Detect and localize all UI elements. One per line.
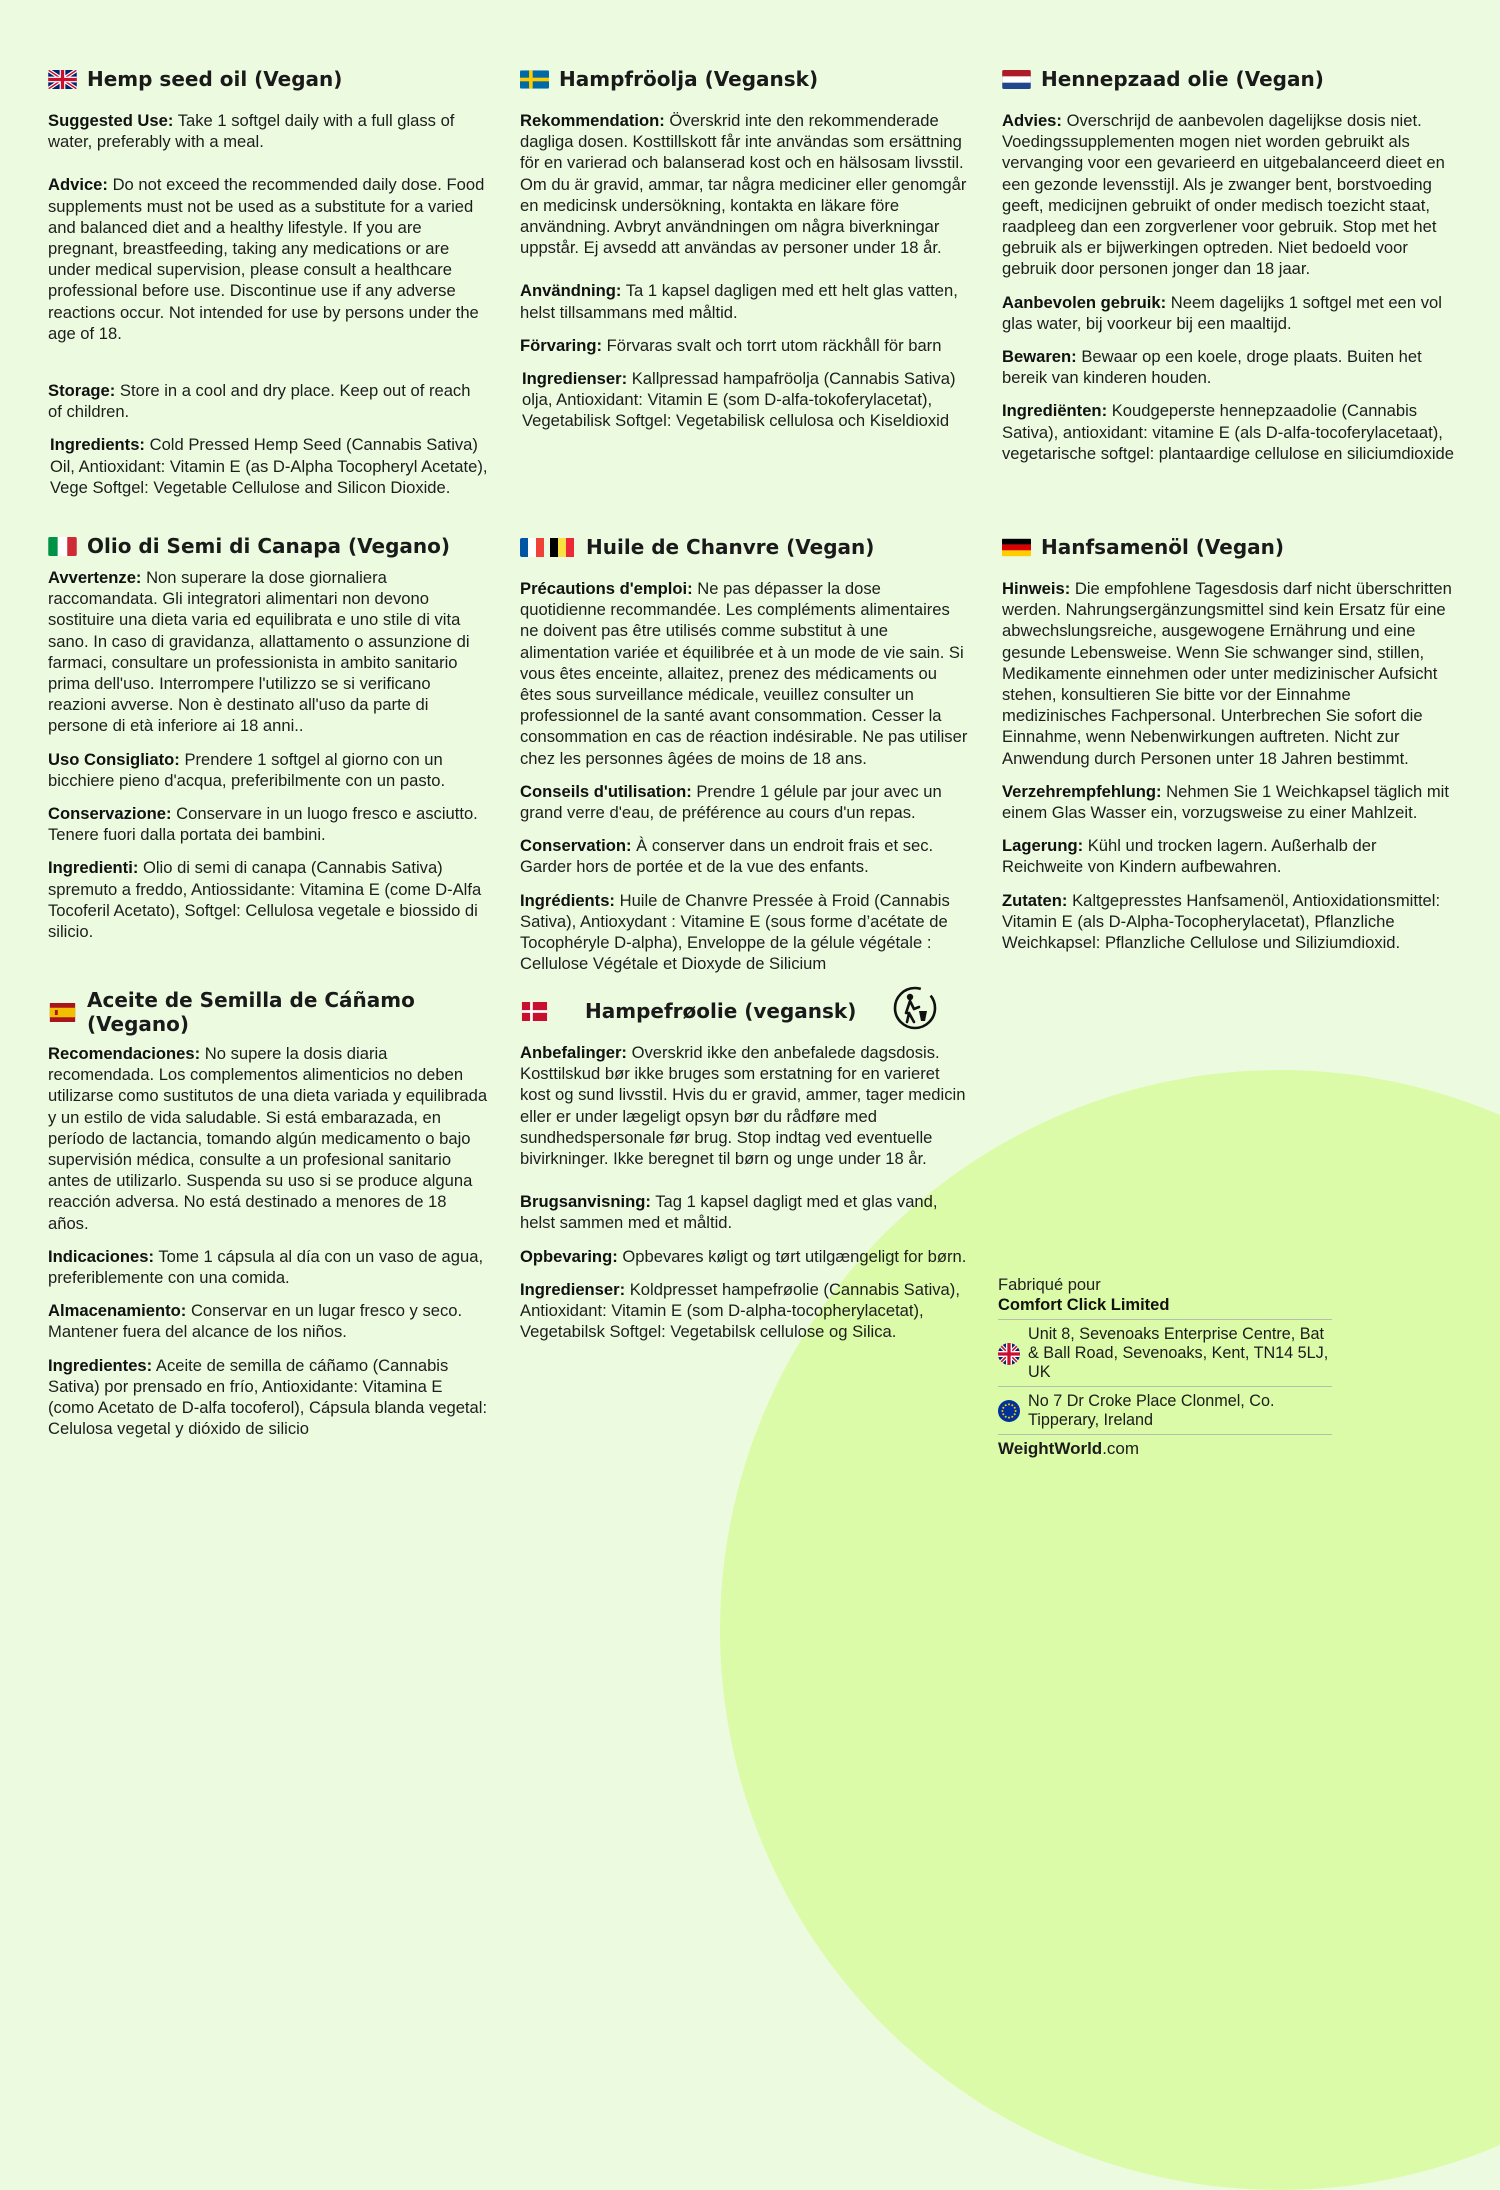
ingredients-label: Ingrediënten: (1002, 401, 1108, 421)
advice-label: Recomendaciones: (48, 1044, 201, 1063)
ingredients-text: Cold Pressed Hemp Seed (Cannabis Sativa) Oil, Antioxidant: Vitamin E (as D-Alpha Tocopheryl Acetate), Vege Softgel: Vegetable Cellulose and Silicon Dioxide. (50, 435, 488, 497)
advice-label: Avvertenze: (48, 568, 142, 587)
storage-label: Almacenamiento: (48, 1301, 187, 1321)
section-title: Olio di Semi di Canapa (Vegano) (87, 534, 451, 558)
ingredients-text: Kallpressad hampafröolja (Cannabis Sativa) olja, Antioxidant: Vitamin E (som D-alfa-tokoferylacetat), Vegetabilisk Softgel: Vegetabilisk cellulosa och Kiseldioxid (522, 369, 956, 431)
section-danish (520, 998, 970, 1354)
germany-flag-icon (1002, 538, 1031, 557)
advice-paragraph (1002, 110, 1458, 280)
company-name: Comfort Click Limited (998, 1296, 1170, 1314)
manufacturer-block (998, 1275, 1332, 1459)
section-title: Huile de Chanvre (Vegan) (586, 535, 875, 559)
advice-text: Non superare la dose giornaliera raccomandata. Gli integratori alimentari non devono sostituire una dieta varia ed equilibrata e uno stile di vita sano. In caso di gravidanza, allattamento o assunzione di farmaci, consultare un professionista in ambito sanitario prima dell'uso. Interrompere l'utilizzo se si verificano reazioni avverse. Non è destinato all'uso da parte di persone di età inferiore ai 18 anni.. (48, 568, 470, 736)
section-swedish-header (520, 66, 970, 92)
section-italian-header (48, 533, 488, 559)
uk-address-row (998, 1319, 1332, 1386)
suggested-use-label: Brugsanvisning: (520, 1192, 651, 1212)
advice-paragraph (48, 174, 488, 344)
france-belgium-flag-icon (520, 538, 576, 557)
eu-address-row (998, 1386, 1332, 1434)
section-english-header (48, 66, 488, 92)
storage-label: Förvaring: (520, 335, 603, 355)
advice-paragraph (48, 1043, 488, 1234)
section-german (1002, 534, 1458, 965)
suggested-use-text: Neem dagelijks 1 softgel met een vol glas water, bij voorkeur bij een maaltijd. (1002, 292, 1442, 333)
brand-domain: .com (1102, 1439, 1140, 1458)
eu-address: No 7 Dr Croke Place Clonmel, Co. Tipperary, Ireland (1028, 1392, 1275, 1429)
advice-label: Rekommendation: (520, 111, 665, 130)
ingredients-paragraph (50, 434, 488, 498)
section-title: Aceite de Semilla de Cáñamo (Vegano) (87, 988, 415, 1036)
advice-text: Ne pas dépasser la dose quotidienne recommandée. Les compléments alimentaires ne doivent pas être utilisés comme substitut à une alimentation variée et équilibrée et à un mode de vie sain. Si vous êtes enceinte, allaitez, prenez des médicaments ou êtes sous surveillance médicale, veuillez consulter un professionnel de la santé avant consommation. Cesser la consommation en cas de réaction indésirable. Ne pas utiliser chez les personnes âgées de moins de 18 ans. (520, 579, 968, 768)
suggested-use-paragraph (520, 1191, 970, 1233)
suggested-use-text: Tome 1 cápsula al día con un vaso de agua, preferiblemente con una comida. (48, 1246, 484, 1288)
storage-paragraph (48, 803, 488, 845)
storage-paragraph (48, 380, 488, 422)
storage-paragraph (1002, 346, 1458, 388)
section-spanish (48, 988, 488, 1451)
advice-text: Overschrijd de aanbevolen dagelijkse dosis niet. Voedingssupplementen mogen niet worden gebruikt als vervanging voor een gevarieerd en uitgebalanceerd dieet en een gezonde levensstijl. Als je zwanger bent, borstvoeding geeft, medicijnen gebruikt of onder medisch toezicht staat, raadpleeg dan een zorgverlener voor gebruik. Stop met het gebruik als er bijwerkingen optreden. Niet bedoeld voor gebruik door personen jonger dan 18 jaar. (1002, 111, 1445, 279)
ingredients-label: Ingredientes: (48, 1355, 153, 1375)
storage-paragraph (48, 1300, 488, 1342)
uk-flag-icon (48, 70, 77, 89)
suggested-use-paragraph (520, 280, 970, 322)
italy-flag-icon (48, 537, 77, 556)
manufactured-for-label: Fabriqué pour (998, 1276, 1101, 1294)
ingredients-label: Ingredienser: (522, 369, 628, 389)
section-title: Hennepzaad olie (Vegan) (1041, 67, 1324, 91)
advice-paragraph (520, 578, 970, 769)
denmark-flag-icon (520, 1002, 549, 1021)
storage-paragraph (520, 835, 970, 877)
ingredients-label: Ingredienser: (520, 1279, 626, 1299)
ingredients-paragraph (1002, 400, 1458, 464)
section-title: Hanfsamenöl (Vegan) (1041, 535, 1285, 559)
eu-round-flag-icon (998, 1400, 1020, 1422)
suggested-use-paragraph (48, 749, 488, 791)
advice-paragraph (520, 1042, 970, 1169)
advice-text: Overskrid ikke den anbefalede dagsdosis. Kosttilskud bør ikke bruges som erstatning for en varieret kost og sund livsstil. Hvis du er gravid, ammer, tager medicin eller er under lægeligt opsyn bør du rådføre med sundhedspersonale før brug. Stop indtag ved eventuelle bivirkninger. Ikke beregnet til børn og unge under 18 år. (520, 1043, 966, 1169)
suggested-use-text: Tag 1 kapsel dagligt med et glas vand, helst sammen med et måltid. (520, 1192, 938, 1233)
ingredients-label: Zutaten: (1002, 890, 1068, 910)
ingredients-paragraph (520, 890, 970, 975)
advice-label: Advies: (1002, 111, 1062, 130)
advice-label: Anbefalinger: (520, 1043, 627, 1062)
advice-text: No supere la dosis diaria recomendada. Los complementos alimenticios no deben utilizarse como sustitutos de una dieta variada y equilibrada y un estilo de vida saludable. Si está embarazada, en período de lactancia, tomando algún medicamento o bajo supervisión médica, consulte a un profesional sanitario antes de utilizarlo. Suspenda su uso si se produce alguna reacción adversa. No está destinado a menores de 18 años. (48, 1044, 488, 1233)
storage-paragraph (520, 335, 970, 356)
netherlands-flag-icon (1002, 70, 1031, 89)
ingredients-text: Olio di semi di canapa (Cannabis Sativa) spremuto a freddo, Antiossidante: Vitamina E (come D-Alfa Tocoferil Acetato), Softgel: Cellulosa vegetale e biossido di silicio. (48, 858, 482, 942)
section-swedish (520, 66, 970, 444)
suggested-use-label: Uso Consigliato: (48, 749, 180, 769)
section-title: Hampfröolja (Vegansk) (559, 67, 819, 91)
advice-label: Précautions d'emploi: (520, 579, 693, 598)
suggested-use-label: Indicaciones: (48, 1246, 155, 1266)
ingredients-paragraph (48, 857, 488, 942)
storage-label: Conservazione: (48, 804, 172, 824)
section-spanish-header (48, 988, 488, 1036)
suggested-use-text: Prendre 1 gélule par jour avec un grand verre d'eau, de préférence au cours d'un repas. (520, 781, 942, 823)
suggested-use-label: Användning: (520, 281, 622, 301)
suggested-use-label: Conseils d'utilisation: (520, 781, 692, 801)
suggested-use-label: Aanbevolen gebruik: (1002, 292, 1167, 312)
advice-paragraph (520, 110, 970, 258)
suggested-use-text: Nehmen Sie 1 Weichkapsel täglich mit einem Glas Wasser ein, vorzugsweise zu einer Mahlzeit. (1002, 781, 1449, 823)
sweden-flag-icon (520, 70, 549, 89)
storage-text: Bewaar op een koele, droge plaats. Buiten het bereik van kinderen houden. (1002, 347, 1422, 388)
suggested-use-text: Take 1 softgel daily with a full glass of water, preferably with a meal. (48, 111, 455, 152)
suggested-use-paragraph (48, 1246, 488, 1288)
suggested-use-text: Prendere 1 softgel al giorno con un bicchiere pieno d'acqua, preferibilmente con un pasto. (48, 749, 446, 790)
storage-text: Store in a cool and dry place. Keep out of reach of children. (48, 381, 471, 422)
uk-round-flag-icon (998, 1343, 1020, 1365)
storage-paragraph (1002, 835, 1458, 877)
section-title: Hemp seed oil (Vegan) (87, 67, 343, 91)
ingredients-paragraph (520, 1279, 970, 1343)
ingredients-text: Koudgeperste hennepzaadolie (Cannabis Sativa), antioxidant: vitamine E (als D-alfa-tocoferylacetaat), vegetarische softgel: plantaardige cellulose en siliciumdioxide (1002, 401, 1454, 463)
advice-text: Do not exceed the recommended daily dose. Food supplements must not be used as a substitute for a varied and balanced diet and a healthy lifestyle. If you are pregnant, breastfeeding, taking any medications or are under medical supervision, please consult a healthcare professional before use. Discontinue use if any adverse reactions occur. Not intended for use by persons under the age of 18. (48, 175, 485, 343)
section-italian (48, 533, 488, 954)
section-dutch-header (1002, 66, 1458, 92)
ingredients-text: Aceite de semilla de cáñamo (Cannabis Sativa) por prensado en frío, Antioxidante: Vitamina E (como Acetato de D-alfa tocoferol), Cápsula blanda vegetal: Celulosa vegetal y dióxido de silicio (48, 1355, 488, 1439)
uk-address: Unit 8, Sevenoaks Enterprise Centre, Bat & Ball Road, Sevenoaks, Kent, TN14 5LJ, UK (1028, 1325, 1329, 1381)
ingredients-text: Huile de Chanvre Pressée à Froid (Cannabis Sativa), Antioxydant : Vitamine E (sous forme d’acétate de Tocophéryle D-alpha), Enveloppe de la gélule végétale : Cellulose Végétale et Dioxyde de Silicium (520, 890, 950, 974)
storage-text: Conservare in un luogo fresco e asciutto. Tenere fuori dalla portata dei bambini. (48, 804, 478, 845)
storage-text: Opbevares køligt og tørt utilgængeligt for børn. (617, 1246, 967, 1266)
brand-name: WeightWorld (998, 1439, 1103, 1458)
suggested-use-paragraph (520, 781, 970, 823)
ingredients-label: Ingrédients: (520, 890, 615, 910)
brand-website[interactable] (998, 1434, 1332, 1459)
recycle-person-icon (892, 985, 938, 1031)
section-french-header (520, 534, 970, 560)
ingredients-label: Ingredients: (50, 435, 145, 455)
storage-label: Bewaren: (1002, 347, 1077, 367)
storage-label: Storage: (48, 381, 116, 401)
storage-paragraph (520, 1246, 970, 1267)
storage-text: Conservar en un lugar fresco y seco. Mantener fuera del alcance de los niños. (48, 1301, 463, 1342)
section-dutch (1002, 66, 1458, 476)
ingredients-paragraph (522, 368, 970, 432)
section-german-header (1002, 534, 1458, 560)
storage-label: Opbevaring: (520, 1246, 618, 1266)
suggested-use-label: Verzehrempfehlung: (1002, 781, 1162, 801)
storage-label: Lagerung: (1002, 836, 1084, 856)
storage-text: Kühl und trocken lagern. Außerhalb der Reichweite von Kindern aufbewahren. (1002, 836, 1377, 877)
ingredients-paragraph (1002, 890, 1458, 954)
section-title: Hampefrøolie (vegansk) (585, 999, 857, 1023)
ingredients-paragraph (48, 1355, 488, 1440)
section-french (520, 534, 970, 986)
suggested-use-paragraph (48, 110, 488, 152)
suggested-use-label: Suggested Use: (48, 111, 174, 130)
advice-text: Överskrid inte den rekommenderade dagliga dosen. Kosttillskott får inte användas som ersättning för en varierad och balanserad kost och en hälsosam livsstil. Om du är gravid, ammar, tar några mediciner eller genomgår en medicinsk undersökning, kontakta en läkare före användning. Avbryt användningen om några biverkningar uppstår. Ej avsedd att användas av personer under 18 år. (520, 111, 967, 258)
storage-label: Conservation: (520, 836, 632, 856)
ingredients-text: Kaltgepresstes Hanfsamenöl, Antioxidationsmittel: Vitamin E (als D-Alpha-Tocopherylacetat), Pflanzliche Weichkapsel: Pflanzliche Cellulose und Siliziumdioxid. (1002, 890, 1441, 953)
advice-paragraph (48, 567, 488, 737)
ingredients-text: Koldpresset hampefrøolie (Cannabis Sativa), Antioxidant: Vitamin E (som D-alpha-tocopherylacetat), Vegetabilsk Softgel: Vegetabilsk cellulose og Silica. (520, 1279, 960, 1342)
storage-text: À conserver dans un endroit frais et sec. Garder hors de portée et de la vue des enfants. (520, 836, 934, 877)
advice-label: Hinweis: (1002, 579, 1071, 598)
spain-flag-icon (48, 1003, 77, 1022)
ingredients-label: Ingredienti: (48, 858, 139, 878)
storage-text: Förvaras svalt och torrt utom räckhåll för barn (602, 335, 942, 355)
section-english (48, 66, 488, 510)
advice-text: Die empfohlene Tagesdosis darf nicht überschritten werden. Nahrungsergänzungsmittel sind kein Ersatz für eine abwechslungsreiche, ausgewogene Ernährung und eine gesunde Lebensweise. Wenn Sie schwanger sind, stillen, Medikamente einnehmen oder unter medizinischer Aufsicht stehen, konsultieren Sie bitte vor der Einnahme medizinisches Fachpersonal. Unterbrechen Sie sofort die Einnahme, wenn Nebenwirkungen auftreten. Nicht zur Anwendung durch Personen unter 18 Jahren bestimmt. (1002, 579, 1452, 768)
suggested-use-text: Ta 1 kapsel dagligen med ett helt glas vatten, helst tillsammans med måltid. (520, 281, 958, 322)
suggested-use-paragraph (1002, 292, 1458, 334)
advice-paragraph (1002, 578, 1458, 769)
advice-label: Advice: (48, 175, 108, 195)
suggested-use-paragraph (1002, 781, 1458, 823)
